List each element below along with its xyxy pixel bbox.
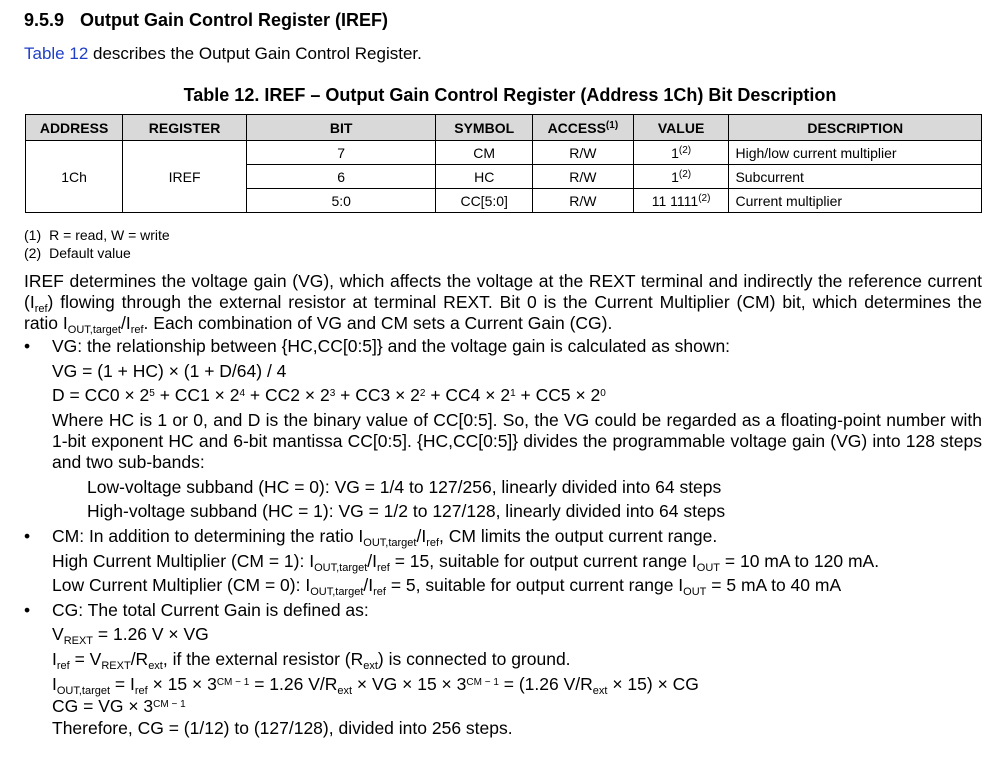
iout-formula — [24, 672, 982, 697]
header-access-note: (1) — [605, 119, 619, 131]
lcm-text-c: = 5 mA to 40 mA — [706, 575, 842, 596]
f3-text: I — [52, 673, 57, 694]
note-item — [24, 226, 170, 244]
f2-text-e: ) is connected to ground. — [377, 648, 571, 669]
f1-sub: REXT — [63, 635, 94, 648]
header-address: ADDRESS — [26, 115, 123, 141]
header-register: REGISTER — [123, 115, 247, 141]
f2-text-d: , if the external resistor (R — [162, 648, 364, 669]
f2-text-a: I — [52, 648, 57, 669]
cm-text-b: /I — [416, 525, 427, 546]
f3-sub: OUT,target — [56, 684, 111, 697]
cm-text-a: CM: In addition to determining the ratio I — [52, 525, 364, 546]
cell-register: IREF — [123, 141, 247, 213]
note-item — [24, 244, 170, 262]
cm-text-c: , CM limits the output current range. — [439, 525, 718, 546]
f3-sup: CM − 1 — [216, 676, 250, 688]
lcm-sub-ref: ref — [373, 586, 386, 599]
p1-sub-out-target: OUT,target — [67, 324, 121, 336]
d-term: + CC5 × 2 — [515, 385, 601, 406]
hcm-sub-out: OUT — [696, 561, 721, 574]
d-term: + CC2 × 2 — [245, 385, 330, 406]
intro-sentence — [24, 44, 422, 64]
lcm-slash: /I — [363, 575, 374, 596]
cell-value-text: 11 1111 — [651, 192, 699, 209]
d-exponent: 1 — [510, 388, 516, 400]
d-formula — [24, 383, 982, 408]
bullet-icon: • — [24, 336, 31, 356]
register-table — [25, 114, 982, 213]
d-term: + CC1 × 2 — [154, 385, 240, 406]
f3-sup: CM − 1 — [466, 676, 499, 688]
vrext-formula — [24, 622, 982, 647]
therefore-line: Therefore, CG = (1/12) to (127/128), divided into 256 steps. — [52, 718, 513, 739]
p1-sub-ref: ref — [34, 303, 48, 315]
d-term: D = CC0 × 2 — [52, 385, 150, 406]
cell-access: R/W — [533, 141, 634, 165]
header-description: DESCRIPTION — [729, 115, 982, 141]
table-header-row — [26, 115, 982, 141]
f3-text: × VG × 15 × 3 — [352, 673, 467, 694]
f3-text: = I — [110, 673, 135, 694]
low-voltage-subband: Low-voltage subband (HC = 0): VG = 1/4 to 127/256, linearly divided into 64 steps — [87, 476, 722, 497]
cm-sub-out-target: OUT,target — [363, 536, 417, 549]
cm-bullet — [24, 524, 982, 549]
cell-value — [633, 141, 729, 165]
d-exponent: 2 — [419, 388, 426, 400]
cm-sub-ref: ref — [426, 536, 440, 549]
header-access — [533, 115, 634, 141]
d-exponent: 0 — [600, 388, 606, 400]
cell-bit: 7 — [246, 141, 435, 165]
note-number: (2) — [24, 245, 42, 261]
cell-access: R/W — [533, 189, 634, 213]
cell-bit: 6 — [246, 165, 435, 189]
table-caption: Table 12. IREF – Output Gain Control Register (Address 1Ch) Bit Description — [183, 85, 837, 105]
lcm-text-a: Low Current Multiplier (CM = 0): I — [52, 575, 311, 596]
lcm-sub-out-target: OUT,target — [310, 586, 364, 599]
p1-text-d: . Each combination of VG and CM sets a Current Gain (CG). — [143, 313, 613, 333]
cell-value-note: (2) — [678, 168, 692, 180]
hcm-text-a: High Current Multiplier (CM = 1): I — [52, 550, 315, 571]
cell-value — [633, 189, 729, 213]
cell-address: 1Ch — [26, 141, 123, 213]
f1-text-b: = 1.26 V × VG — [93, 624, 209, 645]
table-row — [26, 141, 982, 165]
f4-text: CG = VG × 3 — [52, 696, 154, 717]
f2-text-b: = V — [69, 648, 102, 669]
f3-text: = 1.26 V/R — [249, 673, 338, 694]
cell-symbol: CC[5:0] — [436, 189, 533, 213]
f2-sub: ref — [56, 659, 70, 672]
hcm-text-b: = 15, suitable for output current range I — [389, 550, 697, 571]
high-voltage-subband: High-voltage subband (HC = 1): VG = 1/2 to 127/128, linearly divided into 64 steps — [87, 501, 726, 522]
cell-value-text: 1 — [671, 168, 679, 185]
cell-bit: 5:0 — [246, 189, 435, 213]
note-text: Default value — [49, 245, 131, 261]
header-bit: BIT — [246, 115, 435, 141]
lcm-sub-out: OUT — [683, 586, 707, 599]
vg-bullet — [24, 334, 982, 359]
cell-description: High/low current multiplier — [729, 141, 982, 165]
f3-sub: ext — [592, 684, 608, 697]
d-exponent: 5 — [149, 388, 155, 400]
vg-formula: VG = (1 + HC) × (1 + D/64) / 4 — [52, 360, 287, 381]
cell-description: Current multiplier — [729, 189, 982, 213]
iref-paragraph — [24, 271, 982, 334]
f4-sup: CM − 1 — [153, 699, 186, 711]
vg-intro: VG: the relationship between {HC,CC[0:5]} and the voltage gain is calculated as shown: — [52, 336, 731, 356]
hcm-sub-out-target: OUT,target — [314, 561, 368, 574]
d-exponent: 4 — [239, 388, 246, 400]
cg-formula — [24, 696, 982, 716]
f2-sub: REXT — [101, 659, 131, 672]
cell-value-text: 1 — [671, 144, 679, 161]
hcm-slash: /I — [367, 550, 378, 571]
bullet-icon: • — [24, 525, 31, 546]
table-notes — [24, 226, 170, 262]
f2-text-c: /R — [130, 648, 149, 669]
d-term: + CC3 × 2 — [335, 385, 420, 406]
cell-value-note: (2) — [678, 144, 692, 156]
hcm-sub-ref: ref — [377, 561, 390, 574]
intro-text: describes the Output Gain Control Register. — [88, 44, 422, 63]
f3-sub: ext — [337, 684, 353, 697]
hcm-text-c: = 10 mA to 120 mA. — [720, 550, 880, 571]
vg-where-paragraph: Where HC is 1 or 0, and D is the binary value of CC[0:5]. So, the VG could be regarded as a floating-point number with 1-bit exponent HC and 6-bit mantissa CC[0:5]. {HC,CC[0:5]} divides the programmable voltage gain (VG) into 128 steps and two sub-bands: — [52, 409, 982, 472]
high-current-multiplier — [24, 549, 982, 574]
p1-text-b: ) flowing through the external resistor at terminal REXT. Bit 0 is the Current Multiplier (CM) bit, which determines the ratio I — [24, 292, 982, 333]
cell-symbol: HC — [436, 165, 533, 189]
bullet-icon: • — [24, 599, 31, 620]
iref-formula — [24, 647, 982, 672]
cell-access: R/W — [533, 165, 634, 189]
note-text: R = read, W = write — [49, 227, 170, 243]
p1-text-a: IREF determines the voltage gain (VG), which affects the voltage at the REXT terminal and indirectly the reference current (I — [24, 271, 982, 312]
low-current-multiplier — [24, 573, 982, 598]
body-text — [24, 271, 982, 741]
f3-text: × 15 × 3 — [147, 673, 217, 694]
d-exponent: 3 — [329, 388, 336, 400]
section-heading — [24, 10, 388, 31]
lcm-text-b: = 5, suitable for output current range I — [385, 575, 684, 596]
f3-text: × 15) × CG — [607, 673, 699, 694]
f2-sub: ext — [148, 659, 163, 672]
cg-intro: CG: The total Current Gain is defined as: — [52, 599, 369, 620]
note-number: (1) — [24, 227, 42, 243]
header-access-label: ACCESS — [547, 119, 606, 136]
p1-text-c: /I — [120, 313, 131, 333]
section-number: 9.5.9 — [24, 10, 65, 30]
cell-value — [633, 165, 729, 189]
section-title: Output Gain Control Register (IREF) — [80, 10, 389, 30]
p1-sub-ref-2: ref — [130, 324, 144, 336]
f3-text: = (1.26 V/R — [498, 673, 593, 694]
header-symbol: SYMBOL — [436, 115, 533, 141]
header-value: VALUE — [633, 115, 729, 141]
f1-text-a: V — [52, 624, 64, 645]
cell-symbol: CM — [436, 141, 533, 165]
table-12-link[interactable]: Table 12 — [24, 44, 89, 63]
f3-sub: ref — [134, 684, 148, 697]
cell-description: Subcurrent — [729, 165, 982, 189]
d-term: + CC4 × 2 — [425, 385, 511, 406]
cg-bullet — [24, 598, 982, 623]
f2-sub: ext — [363, 659, 378, 672]
cell-value-note: (2) — [698, 192, 711, 204]
